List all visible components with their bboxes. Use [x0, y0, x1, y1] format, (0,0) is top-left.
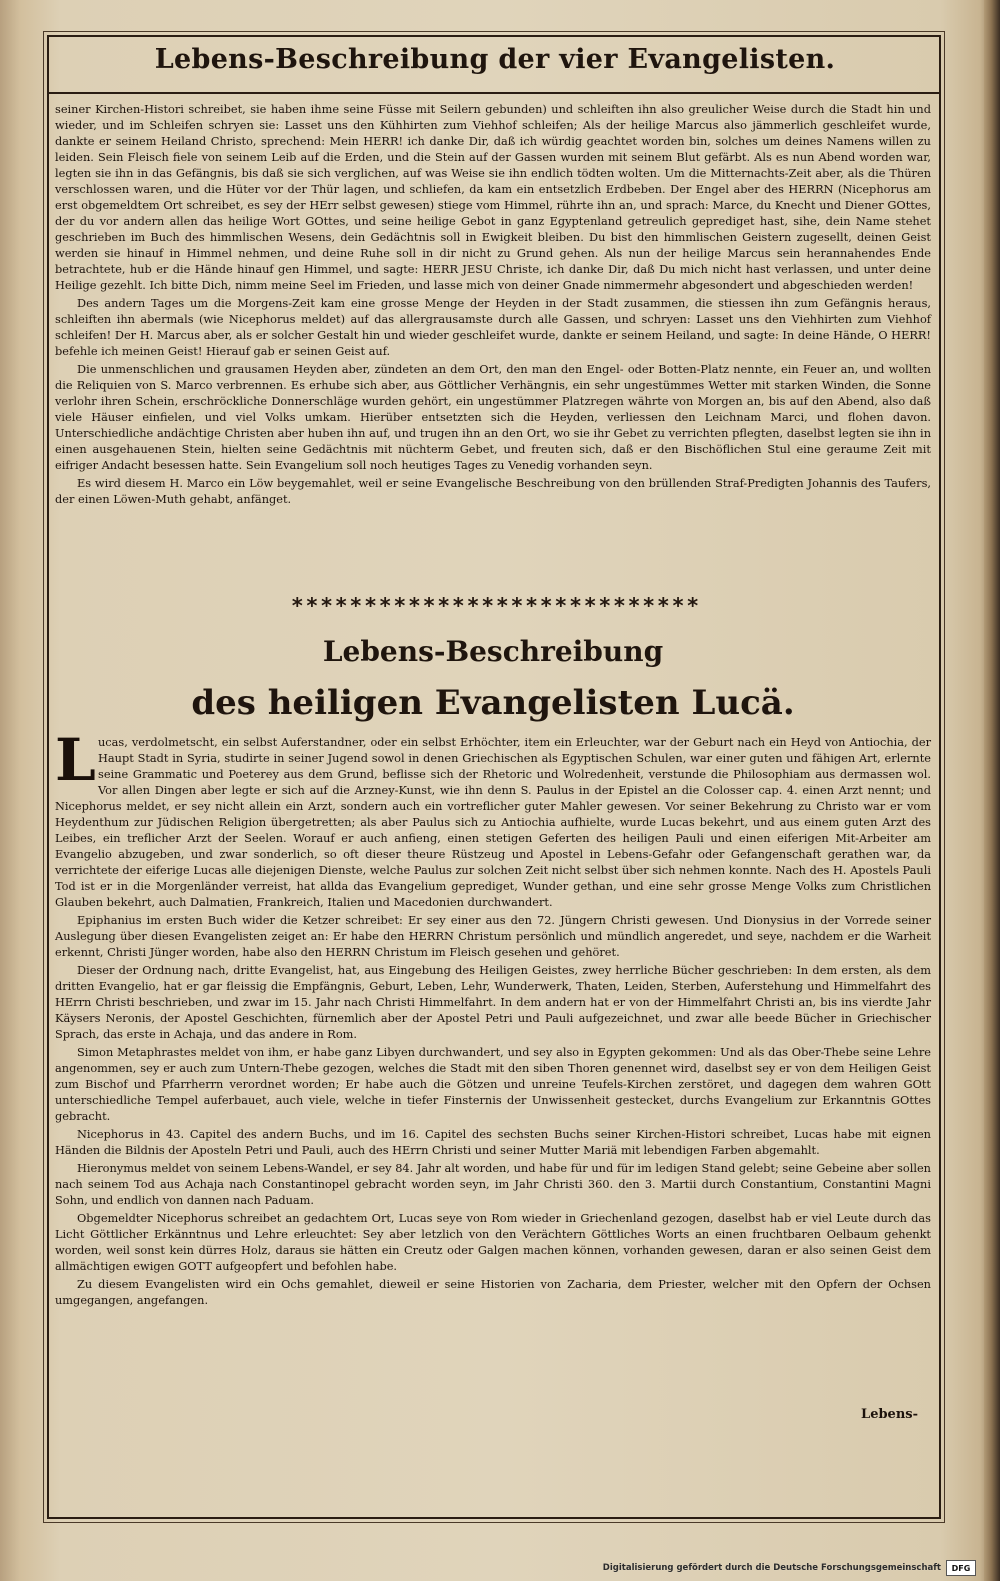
paragraph: Dieser der Ordnung nach, dritte Evangelist, hat, aus Eingebung des Heiligen Geistes, zwey herrliche Bücher geschrieben: In dem ersten, als dem dritten Evangelio, hat er gar fleissig die Empfängnis, Geburt, Leben, Lehr, Wunderwerk, Thaten, Leiden, Sterben, Auferstehung und Himmelfahrt des HErrn Christi beschrieben, und zwar im 15. Jahr nach Christi Himmelfahrt. In dem andern hat er von der Himmelfahrt Christi an, bis ins vierdte Jahr Käysers Neronis, der Apostel Geschichten, fürnemlich aber der Apostel Petri und Pauli aufgezeichnet, und zwar alle beede Bücher in Griechischer Sprach, das erste in Achaja, und das andere in Rom.	[55, 963, 931, 1041]
header-rule	[47, 92, 941, 94]
drop-cap: L	[55, 726, 96, 794]
paragraph: Obgemeldter Nicephorus schreibet an gedachtem Ort, Lucas seye von Rom wieder in Griechenland gezogen, daselbst hab er viel Leute durch das Licht Göttlicher Erkänntnus und Lehre erleuchtet: Sey aber letzlich von den Verächtern Göttliches Worts an einen fruchtbaren Oelbaum gehenkt worden, weil sonst kein dürres Holz, daraus sie hätten ein Creutz oder Galgen machen können, vorhanden gewesen, daran er also seinen Geist dem allmächtigen ewigen GOTT aufgeopfert und befohlen habe.	[55, 1211, 931, 1273]
catchword: Lebens-	[861, 1407, 918, 1422]
lucas-biography-text	[55, 726, 931, 1310]
section-subheading: des heiligen Evangelisten Lucä.	[191, 683, 795, 723]
paragraph: Die unmenschlichen und grausamen Heyden aber, zündeten an dem Ort, den man den Engel- oder Botten-Platz nennte, ein Feuer an, und wollten die Reliquien von S. Marco verbrennen. Es erhube sich aber, aus Göttlicher Verhängnis, ein sehr ungestümmes Wetter mit starken Winden, die Sonne verlohr ihren Schein, erschröckliche Donnerschläge wurden gehört, ein ungestümmer Platzregen währte von Morgen an, bis auf den Abend, also daß viele Häuser einfielen, und viel Volks umkam. Hierüber entsetzten sich die Heyden, verliessen den Leichnam Marci, und flohen davon. Unterschiedliche andächtige Christen aber huben ihn auf, und trugen ihn an den Ort, wo sie ihr Gebet zu verrichten pflegten, daselbst legten sie ihn in einen ausgehauenen Stein, hielten seine Gedächtnis mit nüchterm Gebet, und freuten sich, daß er den Bischöflichen Stul eine geraume Zeit mit eifriger Andacht besessen hatte. Sein Evangelium soll noch heutiges Tages zu Venedig vorhanden seyn.	[55, 362, 931, 472]
paragraph: Simon Metaphrastes meldet von ihm, er habe ganz Libyen durchwandert, und sey also in Egypten gekommen: Und als das Ober-Thebe seine Lehre angenommen, sey er auch zum Untern-Thebe gezogen, welches die Stadt mit den siben Thoren genennet wird, daselbst sey er von dem Heiligen Geist zum Bischof und Pfarrherrn verordnet worden; Er habe auch die Götzen und unreine Teufels-Kirchen zerstöret, und dagegen dem wahren GOtt unterschiedliche Tempel auferbauet, auch viele, welche in tiefer Finsternis der Unwissenheit gestecket, durchs Evangelium zur Erkanntnis GOttes gebracht.	[55, 1045, 931, 1123]
dfg-logo: DFG	[946, 1560, 976, 1576]
section-separator: ****************************	[290, 594, 701, 618]
paragraph: Des andern Tages um die Morgens-Zeit kam eine grosse Menge der Heyden in der Stadt zusammen, die stiessen ihn zum Gefängnis heraus, schleiften ihn abermals (wie Nicephorus meldet) auf das allergrausamste durch alle Gassen, und schryen: Lasset uns den Viehhirten zum Viehhof schleifen! Der H. Marcus aber, als er solcher Gestalt hin und wieder geschleifet wurde, dankte er seinem Heiland, und sagte: In deine Hände, O HERR! befehle ich meinen Geist! Hierauf gab er seinen Geist auf.	[55, 296, 931, 358]
first-lucas-paragraph	[55, 726, 931, 910]
paragraph: Nicephorus in 43. Capitel des andern Buchs, und im 16. Capitel des sechsten Buchs seiner Kirchen-Histori schreibet, Lucas habe mit eignen Händen die Bildnis der Aposteln Petri und Pauli, auch des HErrn Christi und seiner Mutter Mariä mit lebendigen Farben abgemahlt.	[55, 1127, 931, 1157]
marcus-continuation-text	[55, 101, 931, 509]
digitization-footer	[603, 1560, 976, 1576]
running-title: Lebens-Beschreibung der vier Evangelisten.	[154, 44, 836, 75]
paragraph: Es wird diesem H. Marco ein Löw beygemahlet, weil er seine Evangelische Beschreibung von den brüllenden Straf-Predigten Johannis des Taufers, der einen Löwen-Muth gehabt, anfänget.	[55, 476, 931, 506]
paragraph: Zu diesem Evangelisten wird ein Ochs gemahlet, dieweil er seine Historien von Zacharia, dem Priester, welcher mit den Opfern der Ochsen umgegangen, angefangen.	[55, 1277, 931, 1307]
footer-text: Digitalisierung gefördert durch die Deutsche Forschungsgemeinschaft	[602, 1563, 941, 1573]
paragraph: seiner Kirchen-Histori schreibet, sie haben ihme seine Füsse mit Seilern gebunden) und schleiften ihn also greulicher Weise durch die Stadt hin und wieder, und im Schleifen schryen sie: Lasset uns den Kühhirten zum Viehhof schleifen; Als der heilige Marcus also jämmerlich geschleifet wurde, dankte er seinem Heiland Christo, sprechend: Mein HERR! ich danke Dir, daß ich würdig geachtet worden bin, solches um deines Namens willen zu leiden. Sein Fleisch fiele von seinem Leib auf die Erden, und die Stein auf der Gassen wurden mit seinem Blut gefärbt. Als es nun Abend worden war, legten sie ihn in das Gefängnis, bis daß sie sich verglichen, auf was Weise sie ihn endlich tödten wolten. Um die Mitternachts-Zeit aber, als die Thüren verschlossen waren, und die Hüter vor der Thür lagen, und schliefen, da kam ein entsetzlich Erdbeben. Der Engel aber des HERRN (Nicephorus am erst obgemeldtem Ort schreibet, es sey der HErr selbst gewesen) stiege vom Himmel, rührte ihn an, und sprach: Marce, du Knecht und Diener GOttes, der du vor andern allen das heilige Wort GOttes, und seine heilige Gebot in ganz Egyptenland getreulich geprediget hast, sihe, dein Name stehet geschrieben im Buch des himmlischen Wesens, dein Gedächtnis soll in Ewigkeit bleiben. Du bist den himmlischen Geistern zugesellt, deinen Geist werden sie hinauf in Himmel nehmen, und deine Ruhe soll in dir nicht zu Grund gehen. Als nun der heilige Marcus sein herannahendes Ende betrachtete, hub er die Hände hinauf gen Himmel, und sagte: HERR JESU Christe, ich danke Dir, daß Du mich nicht hast verlassen, und unter deine Heilige gezehlt. Ich bitte Dich, nimm meine Seel im Frieden, und lasse mich von deiner Gnade nimmermehr abgesondert und abgeschieden werden!	[55, 102, 931, 292]
paragraph: Epiphanius im ersten Buch wider die Ketzer schreibet: Er sey einer aus den 72. Jüngern Christi gewesen. Und Dionysius in der Vorrede seiner Auslegung über diesen Evangelisten zeiget an: Er habe den HERRN Christum persönlich und mündlich angeredet, und seye, nachdem er die Warheit erkennt, Christi Jünger worden, habe also den HERRN Christum im Fleisch gesehen und gehöret.	[55, 913, 931, 959]
paragraph-text: ucas, verdolmetscht, ein selbst Auferstandner, oder ein selbst Erhöchter, item ein Erleuchter, war der Geburt nach ein Heyd von Antiochia, der Haupt Stadt in Syria, studirte in seiner Jugend sowol in denen Griechischen als Egyptischen Schulen, war einer guten und fähigen Art, erlernte seine Grammatic und Poeterey aus dem Grund, beflisse sich der Rhetoric und Wolredenheit, verstunde die Philosophiam aus dermassen wol. Vor allen Dingen aber legte er sich auf die Arzney-Kunst, wie ihn denn S. Paulus in der Epistel an die Colosser cap. 4. einen Arzt nennt; und Nicephorus meldet, er sey nicht allein ein Arzt, sondern auch ein vortreflicher guter Mahler gewesen. Vor seiner Bekehrung zu Christo war er vom Heydenthum zur Jüdischen Religion übergetretten; als aber Paulus sich zu Antiochia aufhielte, wurde Lucas bekehrt, und aus einem guten Arzt des Leibes, ein treflicher Arzt der Seelen. Worauf er auch anfieng, einen stetigen Geferten des heiligen Pauli und einen eiferigen Mit-Arbeiter am Evangelio abzugeben, und zwar sonderlich, so oft dieser theure Rüstzeug und Apostel in Lebens-Gefahr oder Gefangenschaft gerathen war, da verrichtete der eiferige Lucas alle diejenigen Dienste, welche Paulus zur solchen Zeit nicht selbst über sich nehmen konnte. Nach des H. Apostels Pauli Tod ist er in die Morgenländer verreist, hat allda das Evangelium geprediget, Wunder gethan, und eine sehr grosse Menge Volks zum Christlichen Glauben bekehrt, auch Dalmatien, Frankreich, Italien und Macedonien durchwandert.	[55, 735, 931, 909]
section-heading: Lebens-Beschreibung	[322, 635, 664, 668]
book-edge	[984, 0, 1000, 1581]
paragraph: Hieronymus meldet von seinem Lebens-Wandel, er sey 84. Jahr alt worden, und habe für und für im ledigen Stand gelebt; seine Gebeine aber sollen nach seinem Tod aus Achaja nach Constantinopel gebracht worden seyn, im Jahr Christi 360. den 3. Martii durch Constantium, Constantini Magni Sohn, und endlich von dannen nach Paduam.	[55, 1161, 931, 1207]
